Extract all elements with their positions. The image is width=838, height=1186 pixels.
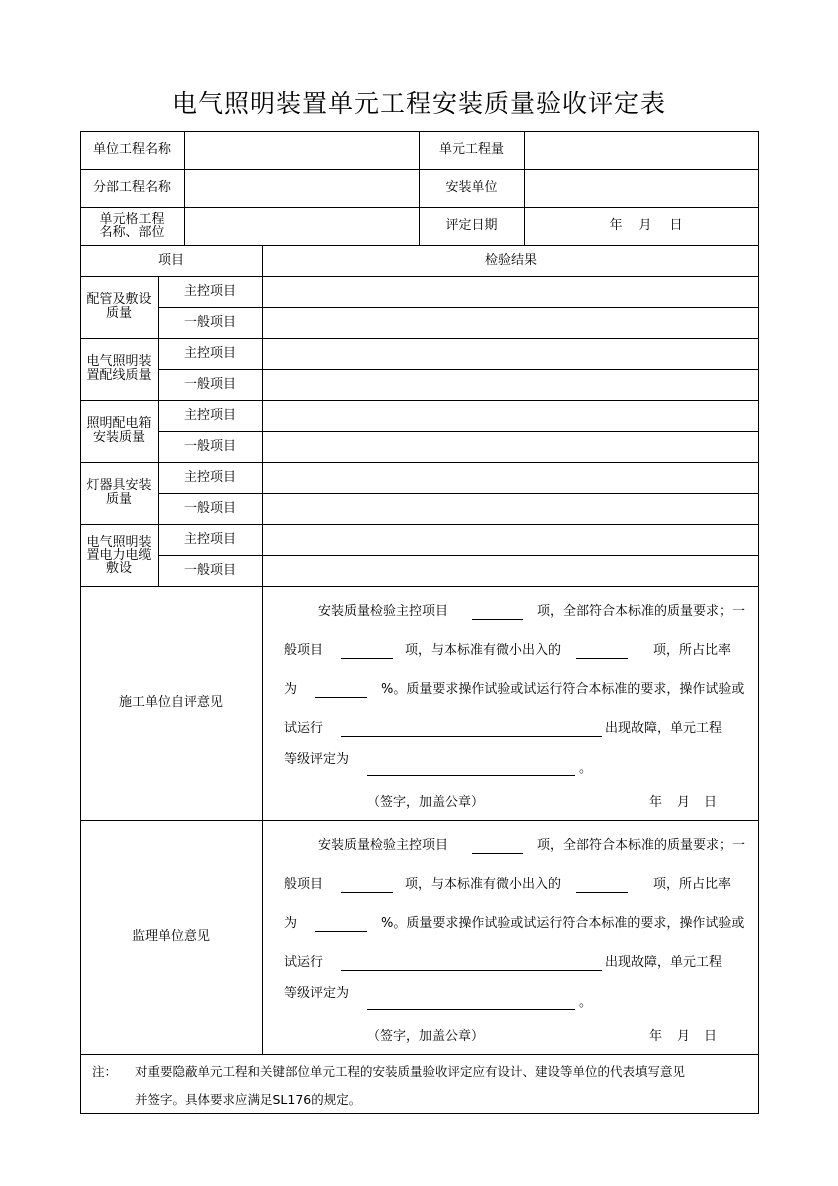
element-name-label: [80, 207, 184, 245]
supervisor-ratio-blank[interactable]: [315, 931, 367, 932]
unit-project-value[interactable]: [185, 131, 419, 169]
general-item-label: 一般项目: [183, 500, 236, 516]
supervisor-text: 般项目: [284, 877, 324, 892]
supervisor-label: 监理单位意见: [131, 929, 210, 944]
result-cell[interactable]: [263, 524, 759, 555]
self-eval-text: 项，与本标准有微小出入的: [405, 643, 562, 658]
row-divider: [80, 1054, 759, 1055]
supervisor-deviation-count-blank[interactable]: [576, 892, 628, 893]
group-label-wiring: 电气照明装 置配线质量: [86, 354, 152, 383]
self-general-count-blank[interactable]: [341, 658, 393, 659]
main-item-label: 主控项目: [183, 283, 236, 299]
element-name-value[interactable]: [185, 207, 419, 245]
general-item-label: 一般项目: [183, 562, 236, 578]
note-label: 注：: [92, 1064, 118, 1079]
install-unit-label: 安装单位: [445, 180, 498, 195]
item-header: 项目: [157, 252, 184, 268]
result-cell[interactable]: [263, 431, 759, 462]
self-eval-text: 出现故障，单元工程: [605, 721, 723, 736]
element-name-label-line1: 单元格工程: [99, 212, 165, 227]
self-eval-text: 为: [284, 682, 298, 697]
supervisor-text: 项，与本标准有微小出入的: [405, 877, 562, 892]
supervisor-grade-blank[interactable]: [367, 1009, 575, 1010]
eval-date-value[interactable]: [525, 207, 759, 245]
main-item-label: 主控项目: [183, 469, 236, 485]
supervisor-text: %。质量要求操作试验或试运行符合本标准的要求，操作试验或: [381, 916, 745, 931]
self-eval-text: 安装质量检验主控项目: [318, 604, 449, 619]
note-line2: 并签字。具体要求应满足SL176的规定。: [135, 1092, 362, 1107]
self-date-year: 年: [649, 795, 663, 810]
supervisor-date-day: 日: [704, 1029, 718, 1044]
result-cell[interactable]: [263, 276, 759, 307]
self-fault-blank[interactable]: [341, 736, 602, 737]
self-ratio-blank[interactable]: [315, 697, 367, 698]
result-cell[interactable]: [263, 400, 759, 431]
general-item-label: 一般项目: [183, 376, 236, 392]
self-date-day: 日: [704, 795, 718, 810]
self-eval-text: 般项目: [284, 643, 324, 658]
main-item-label: 主控项目: [183, 345, 236, 361]
unit-project-label: 单位工程名称: [92, 142, 171, 157]
main-item-label: 主控项目: [183, 531, 236, 547]
supervisor-date-year: 年: [649, 1029, 663, 1044]
self-eval-text: %。质量要求操作试验或试运行符合本标准的要求，操作试验或: [381, 682, 745, 697]
date-month: 月: [638, 218, 652, 233]
supervisor-text: 等级评定为: [284, 986, 350, 1001]
supervisor-text: 为: [284, 916, 298, 931]
supervisor-main-count-blank[interactable]: [472, 853, 523, 854]
general-item-label: 一般项目: [183, 438, 236, 454]
supervisor-general-count-blank[interactable]: [341, 892, 393, 893]
element-name-label-line2: 名称、部位: [99, 225, 165, 240]
self-deviation-count-blank[interactable]: [576, 658, 628, 659]
result-cell[interactable]: [263, 369, 759, 400]
supervisor-date-month: 月: [677, 1029, 691, 1044]
supervisor-text: 。: [579, 995, 593, 1010]
eval-date-label: 评定日期: [445, 218, 498, 233]
supervisor-text: 试运行: [284, 955, 324, 970]
supervisor-text: 项，所占比率: [653, 877, 732, 892]
supervisor-text: 安装质量检验主控项目: [318, 838, 449, 853]
self-main-count-blank[interactable]: [472, 619, 523, 620]
date-year: 年: [609, 218, 623, 233]
group-label-power-cable: 电气照明装 置电力电缆 敷设: [86, 534, 152, 576]
self-eval-text: 等级评定为: [284, 752, 350, 767]
self-date-month: 月: [677, 795, 691, 810]
page-title: 电气照明装置单元工程安装质量验收评定表: [171, 89, 666, 118]
self-grade-blank[interactable]: [367, 775, 575, 776]
result-cell[interactable]: [263, 462, 759, 493]
self-eval-text: 项，所占比率: [653, 643, 732, 658]
main-item-label: 主控项目: [183, 407, 236, 423]
self-eval-text: 。: [579, 761, 593, 776]
supervisor-text: 出现故障，单元工程: [605, 955, 723, 970]
group-label-lamps: 灯器具安装 质量: [86, 478, 152, 507]
install-unit-value[interactable]: [525, 169, 759, 207]
supervisor-text: 项，全部符合本标准的质量要求；一: [537, 838, 746, 853]
date-day: 日: [669, 218, 683, 233]
self-eval-text: 项，全部符合本标准的质量要求；一: [537, 604, 746, 619]
division-project-label: 分部工程名称: [92, 180, 171, 195]
division-project-value[interactable]: [185, 169, 419, 207]
result-cell[interactable]: [263, 338, 759, 369]
group-label-conduit: 配管及敷设 质量: [86, 292, 152, 321]
result-cell[interactable]: [263, 307, 759, 338]
group-label-distribution-box: 照明配电箱 安装质量: [86, 416, 152, 445]
self-eval-label: 施工单位自评意见: [118, 695, 223, 710]
result-cell[interactable]: [263, 555, 759, 586]
unit-quantity-value[interactable]: [525, 131, 759, 169]
result-cell[interactable]: [263, 493, 759, 524]
supervisor-fault-blank[interactable]: [341, 970, 602, 971]
general-item-label: 一般项目: [183, 314, 236, 330]
result-header: 检验结果: [484, 252, 537, 268]
unit-quantity-label: 单元工程量: [438, 142, 504, 157]
note-line1: 对重要隐蔽单元工程和关键部位单元工程的安装质量验收评定应有设计、建设等单位的代表填写意见: [135, 1064, 686, 1079]
supervisor-sign-label: （签字，加盖公章）: [367, 1029, 485, 1044]
self-sign-label: （签字，加盖公章）: [367, 795, 485, 810]
self-eval-text: 试运行: [284, 721, 324, 736]
